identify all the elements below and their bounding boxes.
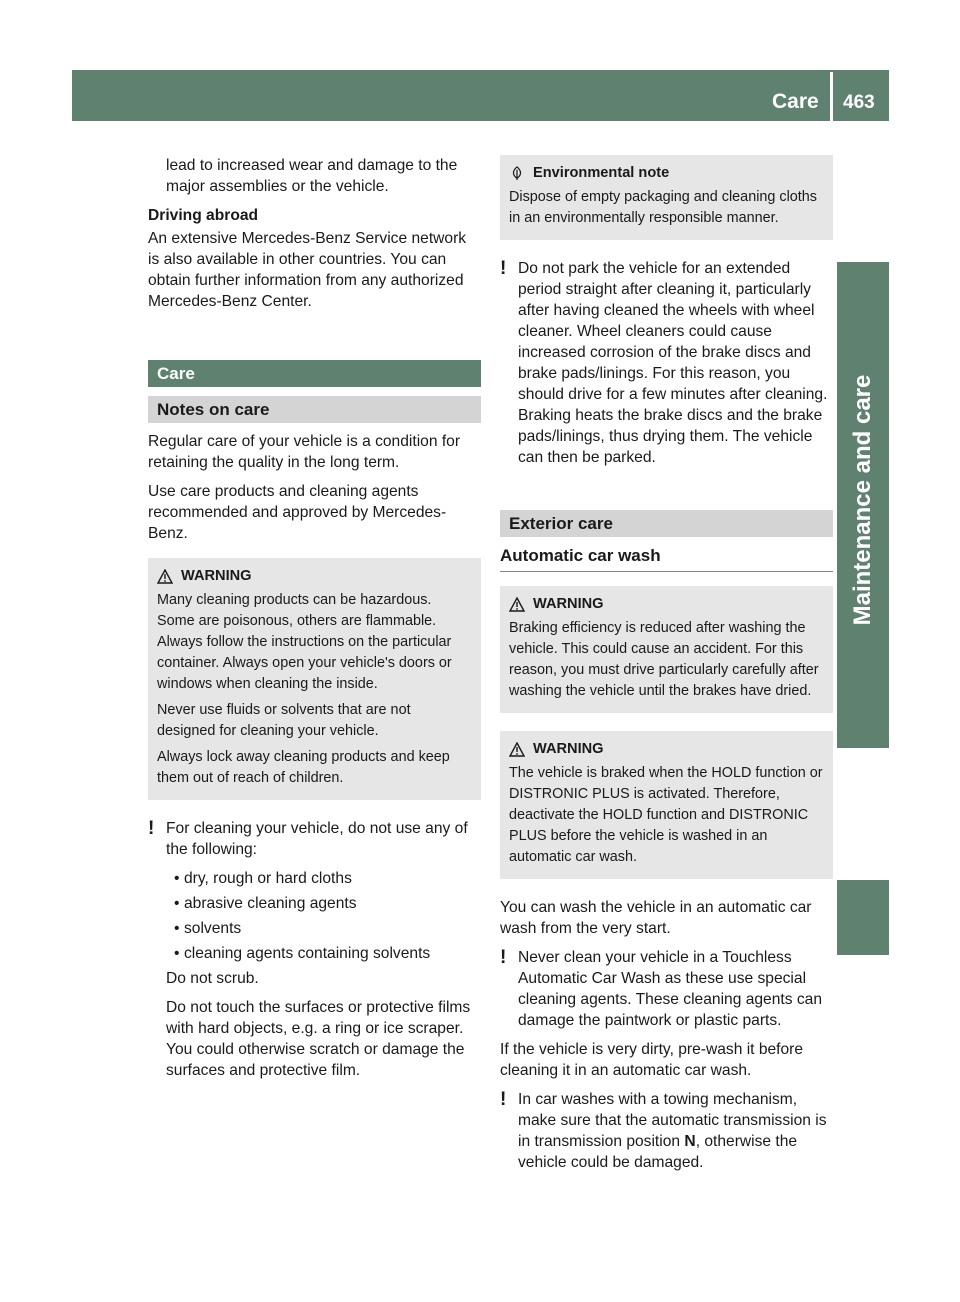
- automatic-wash-text: You can wash the vehicle in an automatic car wash from the very start.: [500, 899, 812, 937]
- chapter-tab-marker: [837, 880, 889, 955]
- warning-text: The vehicle is braked when the HOLD function or DISTRONIC PLUS is activated. Therefore, deactivate the HOLD function and DISTRONIC PLUS before the vehicle is washed in an automatic car wash.: [509, 765, 823, 865]
- note-touchless: [500, 947, 833, 1031]
- exclamation-icon: !: [500, 1089, 507, 1110]
- leaf-icon: [509, 166, 525, 181]
- notes-paragraph-2: Use care products and cleaning agents recommended and approved by Mercedes-Benz.: [148, 483, 447, 542]
- note-towing: [500, 1089, 833, 1173]
- bullet-icon: •: [174, 945, 180, 962]
- note-parking: [500, 258, 833, 468]
- automatic-car-wash-heading: Automatic car wash: [500, 545, 833, 572]
- note-text-part-1: In car washes with a towing mechanism, make sure that the automatic transmission is in transmission position: [518, 1091, 827, 1150]
- exclamation-icon: !: [500, 258, 507, 279]
- warning-box-braking: [500, 586, 833, 713]
- transmission-position: N: [684, 1133, 696, 1150]
- exterior-care-heading: Exterior care: [500, 510, 833, 537]
- do-not-touch: Do not touch the surfaces or protective films with hard objects, e.g. a ring or ice scraper. You could otherwise scratch or damage the surfaces and protective film.: [166, 999, 471, 1079]
- list-item-text: dry, rough or hard cloths: [184, 870, 352, 887]
- note-text-part-2: , otherwise the vehicle could be damaged.: [518, 1133, 798, 1171]
- warning-text-3: Always lock away cleaning products and keep them out of reach of children.: [157, 749, 450, 786]
- warning-box: [148, 558, 481, 800]
- bullet-icon: •: [174, 870, 180, 887]
- driving-abroad-text: An extensive Mercedes-Benz Service network is also available in other countries. You can obtain further information from any authorized Mercedes-Benz Center.: [148, 230, 467, 310]
- bullet-icon: •: [174, 920, 180, 937]
- note-cleaning: [148, 818, 481, 860]
- note-text: For cleaning your vehicle, do not use any of the following:: [166, 820, 468, 858]
- chapter-tab-label: Maintenance and care: [849, 374, 876, 626]
- header-band: [72, 70, 889, 121]
- header-divider: [830, 72, 833, 121]
- page-number: 463: [843, 92, 875, 113]
- warning-icon: [157, 569, 173, 584]
- warning-box-hold: [500, 731, 833, 879]
- driving-abroad-heading: Driving abroad: [148, 207, 259, 224]
- left-column: [148, 155, 481, 1089]
- bullet-icon: •: [174, 895, 180, 912]
- note-text: Do not park the vehicle for an extended period straight after cleaning it, particularly after having cleaned the wheels with wheel cleaner. Wheel cleaners could cause increased corrosion of the brake discs and brake pads/linings. For this reason, you should drive for a few minutes after cleaning. Braking heats the brake discs and the brake pads/linings, thus drying them. The vehicle can then be parked.: [518, 260, 828, 466]
- exclamation-icon: !: [148, 818, 155, 839]
- list-item: [166, 918, 481, 939]
- exclamation-icon: !: [500, 947, 507, 968]
- warning-icon: [509, 597, 525, 612]
- notes-paragraph-1: Regular care of your vehicle is a condition for retaining the quality in the long term.: [148, 433, 461, 471]
- care-heading: Care: [148, 360, 481, 387]
- list-item-text: abrasive cleaning agents: [184, 895, 357, 912]
- environmental-note-box: [500, 155, 833, 240]
- list-item: [166, 943, 481, 964]
- warning-icon: [509, 742, 525, 757]
- list-item: [166, 893, 481, 914]
- do-not-scrub: Do not scrub.: [166, 970, 259, 987]
- note-text: Never clean your vehicle in a Touchless Automatic Car Wash as these use special cleaning agents. These cleaning agents can damage the paintwork or plastic parts.: [518, 949, 823, 1029]
- warning-title: WARNING: [533, 596, 604, 612]
- notes-on-care-heading: Notes on care: [148, 396, 481, 423]
- warning-title: WARNING: [533, 741, 604, 757]
- section-title: Care: [772, 90, 819, 113]
- list-item-text: solvents: [184, 920, 242, 937]
- environmental-note-text: Dispose of empty packaging and cleaning cloths in an environmentally responsible manner.: [509, 189, 817, 226]
- warning-title: WARNING: [181, 568, 252, 584]
- list-item-text: cleaning agents containing solvents: [184, 945, 431, 962]
- right-column: [500, 155, 833, 1181]
- warning-text: Braking efficiency is reduced after washing the vehicle. This could cause an accident. For this reason, you must drive particularly carefully after washing the vehicle until the brakes have dried.: [509, 620, 819, 699]
- intro-continued: lead to increased wear and damage to the major assemblies or the vehicle.: [166, 157, 458, 195]
- list-item: [166, 868, 481, 889]
- environmental-note-title: Environmental note: [533, 165, 670, 181]
- prewash-text: If the vehicle is very dirty, pre-wash it before cleaning it in an automatic car wash.: [500, 1041, 804, 1079]
- warning-text-1: Many cleaning products can be hazardous. Some are poisonous, others are flammable. Always follow the instructions on the particular container. Always open your vehicle's doors or windows when cleaning the inside.: [157, 592, 452, 692]
- warning-text-2: Never use fluids or solvents that are not designed for cleaning your vehicle.: [157, 702, 411, 739]
